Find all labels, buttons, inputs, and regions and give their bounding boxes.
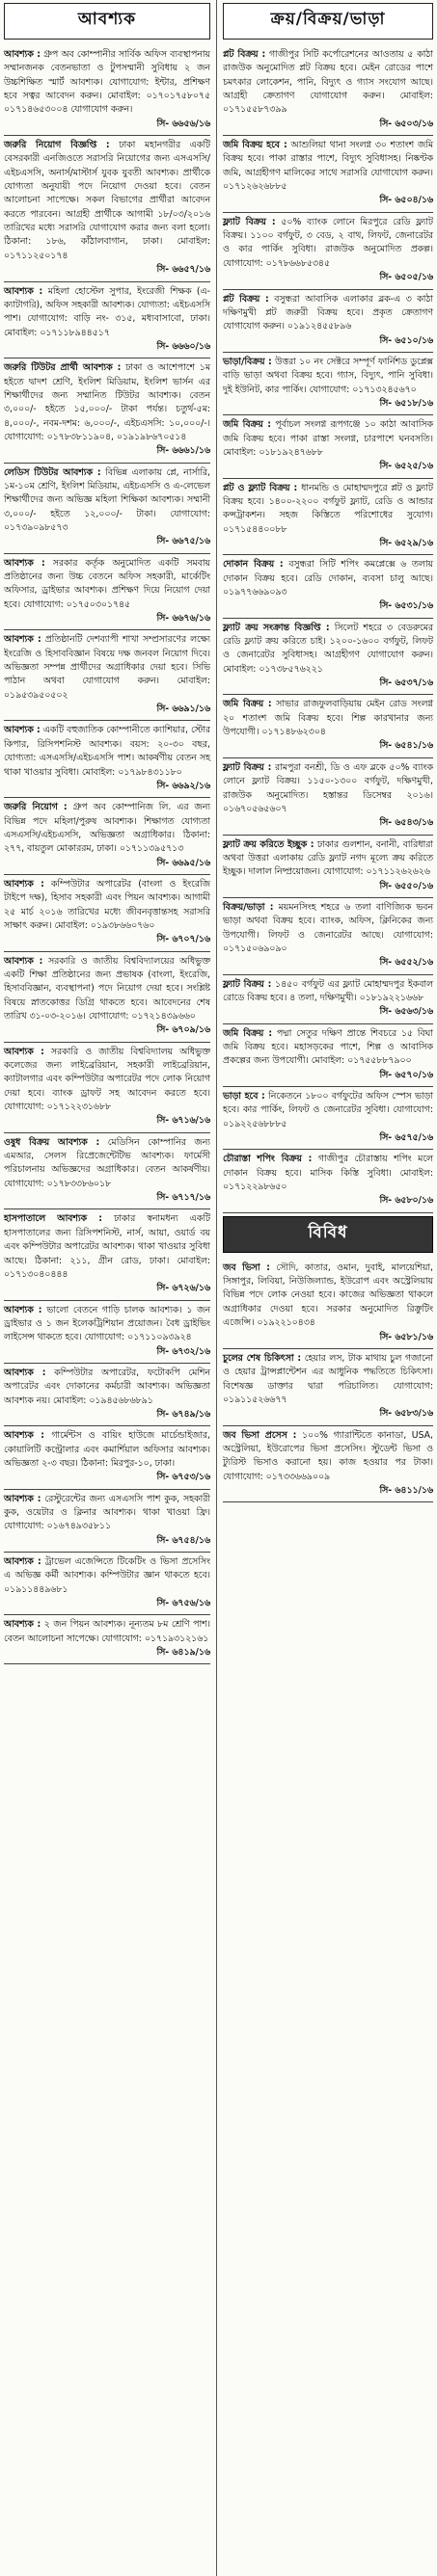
- ad-lead: আবশ্যক :: [4, 955, 43, 967]
- classified-ad: [223, 975, 433, 1024]
- ad-lead: ফ্ল্যাট ক্রয় করিতে ইচ্ছুক :: [223, 838, 314, 850]
- jobs-ad-list: [4, 45, 210, 1664]
- property-ad-list: [223, 45, 433, 1213]
- ad-body: উত্তরা ১০ নং সেক্টরে সম্পূর্ণ ফার্নিশড ডুপ্লেক্স বাড়ি ভাড়া অথবা বিক্রয় হবে। গ্যাস, বিদ্যুৎ, পানি সুবিধা। দুই ইউনিট, কার পার্কিং। যোগাযোগ: ০১৭১৩২৪৫৬৭০: [223, 356, 433, 395]
- ad-body: সাভার রাজফুলবাড়িয়ায় মেইন রোড সংলগ্ন ২০ শতাংশ জমি বিক্রয় হবে। শিল্প কারখানার জন্য উপযোগী। ০১৭১৪৮৬২৩০৪: [223, 699, 433, 738]
- classified-ad: [4, 1490, 210, 1553]
- ad-body: রেস্টুরেন্টের জন্য এসএসসি পাশ কুক, সহকারী কুক, ওয়েটার ও ক্লিনার আবশ্যক। থাকা খাওয়া ফ্রি। যোগাযোগ: ০১৬৭৪৯৩৫৮১১: [4, 1493, 210, 1532]
- ad-lead: জমি বিক্রয় :: [223, 1027, 273, 1039]
- ad-body: বসুন্ধরা সিটি শপিং কমপ্লেক্সে ৬ তলায় দোকান বিক্রয় হবে। রেডি দোকান, ব্যবসা চালু আছে। ০১৯৭৭৬৬৯০৯৩: [223, 559, 433, 598]
- ad-code: সি- ৬৭২৬/১৬: [156, 1283, 210, 1294]
- ad-lead: বিক্রয়/ভাড়া :: [223, 901, 274, 913]
- ad-body: গার্মেন্টস ও বায়িং হাউজে মার্চেন্ডাইজার, কোয়ালিটি কন্ট্রোলার এবং কমার্শিয়াল অফিসার আবশ্যক। অভিজ্ঞতা ২-৩ বছর। ঠিকানা: মিরপুর-১০, ঢাকা।: [4, 1430, 210, 1469]
- classified-ad: [223, 1259, 433, 1349]
- classified-ad: [4, 1301, 210, 1364]
- ad-body: আশুলিয়া থানা সংলগ্ন ৩০ শতাংশ জমি বিক্রয় হবে। পাকা রাস্তার পাশে, বিদ্যুৎ সুবিধাসহ। নিষ্কণ্টক জমি, আগ্রহীগণ মালিকের সাথে সরাসরি যোগাযোগ করুন। ০১৭১২৬২৬৮৮৫: [223, 140, 433, 193]
- ad-lead: জব ভিসা প্রসেস :: [223, 1429, 297, 1441]
- ad-lead: প্লট বিক্রয় :: [223, 293, 269, 305]
- ad-code: সি- ৬৫৭০/১৬: [379, 1069, 433, 1080]
- classified-ad: [4, 798, 210, 875]
- ad-lead: জমি বিক্রয় :: [223, 699, 272, 710]
- ad-body: বিভিন্ন এলাকায় প্লে, নার্সারি, ১ম-১০ম শ্রেণি, ইংলিশ মিডিয়াম, এইচএসসি ও এ-লেভেল শিক্ষার্থীদের জন্য অভিজ্ঞ মহিলা শিক্ষিকা আবশ্যক। সম্মানী ৩,০০০/- হইতে ১২,০০০/- টাকা। যোগাযোগ: ০১৭৩৯০৯৮৫৭৩: [4, 466, 210, 533]
- section-heading-jobs: আবশ্যক: [4, 3, 210, 40]
- ad-body: মহিলা হোস্টেল সুপার, ইংরেজী শিক্ষক (এ-ক্যাটাগরি), অফিস সহকারী আবশ্যক। যোগ্যতা: এইচএসসি পাশ। যোগাযোগ: বাড়ি নং- ৩১৫, মধ্যবাসাবো, ঢাকা। মোবাইল: ০১৭১১৮৯৪৪৫১৭: [4, 285, 210, 338]
- ad-code: সি- ৬৬৬১/১৬: [156, 445, 210, 457]
- ad-body: একটি বহুজাতিক কোম্পানীতে ক্যাশিয়ার, স্টোর কিপার, রিসিপশনিস্ট আবশ্যক। বয়স: ২০-৩০ বছর, যোগ্যতা: এসএসসি/এইচএসসি পাশ। আকর্ষণীয় বেতন সহ থাকা খাওয়ার সুবিধা। মোবাইল: ০১৭৯৮৪৩১১৮০: [4, 725, 210, 778]
- ad-code: সি- ৬৫১০/১৬: [379, 334, 433, 346]
- ad-code: সি- ৬৬৯২/১৬: [156, 780, 210, 791]
- classified-ad: [4, 1043, 210, 1133]
- classified-ad: [4, 952, 210, 1043]
- ad-body: সরকারি ও জাতীয় বিশ্ববিদ্যালয় অধিভুক্ত কলেজের জন্য লাইব্রেরিয়ান, সহকারী লাইব্রেরিয়ান, ক্যাটালগার এবং কম্পিউটার অপারেটর পদে লোক নিয়োগ দেয়া হবে। ব্যাংক ড্রাফট সহ আবেদন করতে হবে। যোগাযোগ: ০১৭১২২৩১৬৮৮: [4, 1046, 210, 1113]
- ad-body: ঢাকার গুলশান, বনানী, বারিধারা অথবা উত্তরা এলাকায় রেডি ফ্ল্যাট নগদ মূল্যে ক্রয় করিতে ইচ্ছুক। দালাল নিষ্প্রয়োজন। যোগাযোগ: ০১৭১১২৬২৬২৬: [223, 838, 433, 878]
- ad-code: সি- ৬৫৩৭/১৬: [379, 677, 433, 689]
- ad-code: সি- ৬৭০৯/১৬: [156, 1024, 210, 1036]
- property-column: [219, 0, 437, 2576]
- classified-ad: [4, 1209, 210, 1300]
- classified-ad: [223, 619, 433, 696]
- ad-code: সি- ৬৫৮১/১৬: [379, 1331, 433, 1342]
- ad-body: ১৪৫০ বর্গফুট এর ফ্ল্যাট মোহাম্মদপুর ইকবাল রোডে বিক্রয় হবে। ৪ তলা, দক্ষিণমুখী। ০১৮১৯২২১৬৬৮: [223, 978, 433, 1003]
- classified-ad: [223, 758, 433, 836]
- ad-body: কম্পিউটার অপারেটর (বাংলা ও ইংরেজি টাইপে দক্ষ), হিসাব সহকারী এবং পিয়ন আবশ্যক। আগামী ২৫ মার্চ ২০১৬ তারিখের মধ্যে জীবনবৃত্তান্তসহ সরাসরি সাক্ষাৎ করুন। মোবাইল: ০১৯৩৮৬৬০৭৬০: [4, 878, 210, 931]
- ad-lead: আবশ্যক :: [4, 1619, 41, 1631]
- classified-ad: [4, 136, 210, 281]
- ad-body: পদ্মা সেতুর দক্ষিণ প্রান্তে শিবচরে ১৫ বিঘা জমি বিক্রয় হবে। মহাসড়কের পাশে, শিল্প ও আবাসিক প্রকল্পের জন্য উপযোগী। মোবাইল: ০১৭৫৫৮৮৭৯০০: [223, 1027, 433, 1067]
- classified-ad: [4, 1426, 210, 1489]
- ad-code: সি- ৬৭৩২/১৬: [156, 1345, 210, 1357]
- column-divider: [216, 0, 217, 2576]
- ad-body: ঢাকা মহানগরীর একটি বেসরকারী এনজিওতে সরাসরি নিয়োগের জন্য এসএসসি/এইচএসসি, অনার্স/মাস্টার্স যুবক যুবতী আবশ্যক। প্রার্থীকে যোগ্যতা অনুযায়ী পদে নিয়োগ দেওয়া হবে। বেতন আলোচনা সাপেক্ষে। সকল বিভাগের প্রার্থীরা আবেদন করতে পারবেন। আগ্রহী প্রার্থীকে আগামী ১৮/০৩/২০১৬ তারিখের মধ্যে সরাসরি যোগাযোগ করার জন্য বলা হলো। ঠিকানা: ১৮৬, কাঁঠালবাগান, ঢাকা। মোবাইল: ০১৭১১২৫০১৭৪: [4, 140, 210, 261]
- ad-body: গ্রুপ অব কোম্পানীর সার্বিক অফিস ব্যবস্থাপনায় সম্মানজনক বেতনভাতা ও টুপসম্মানী সুবিধায় ২ জন উচ্চশিক্ষিত স্মার্ট আবশ্যক। যোগাযোগ: ইন্টার, প্রশিক্ষণ হবে সত্বর আবেদন করুন। মোবাইল: ০১৭০১৭৫৮০৭৫ ০১৭১৪৬৫৩০০৪ যোগাযোগ করুন।: [4, 49, 210, 116]
- section-heading-property: ক্রয়/বিক্রয়/ভাড়া: [223, 3, 433, 40]
- ad-lead: আবশ্যক :: [4, 49, 41, 60]
- classified-ad: [223, 45, 433, 136]
- classified-ad: [223, 1349, 433, 1426]
- ad-code: সি- ৬৫৮৩/১৬: [379, 1408, 433, 1420]
- ad-code: সি- ৬৫৫০/১৬: [379, 880, 433, 891]
- ad-code: সি- ৬৭১৭/১৬: [156, 1192, 210, 1204]
- ad-body: ট্রাভেল এজেন্সিতে টিকেটিং ও ভিসা প্রসেসিং এ অভিজ্ঞ কর্মী আবশ্যক। কম্পিউটার জ্ঞান থাকতে হবে। ০১৯১১৪৪৯৬৮১: [4, 1556, 210, 1595]
- ad-code: সি- ৬৭৪৯/১৬: [156, 1408, 210, 1420]
- ad-code: সি- ৬৫৩১/১৬: [379, 600, 433, 612]
- ad-code: সি- ৬৬৯১/১৬: [156, 704, 210, 715]
- ad-code: সি- ৬৫০৪/১৬: [379, 195, 433, 206]
- ad-body: গাজীপুর চৌরাস্তায় শপিং মলে দোকান বিক্রয় হবে। মাসিক কিস্তি সুবিধা। মোবাইল: ০১৭১২২৯৮৬৫০: [223, 1154, 433, 1193]
- ad-code: সি- ৬৭০৭/১৬: [156, 934, 210, 945]
- classified-ad: [223, 1024, 433, 1087]
- section-heading-misc: বিবিধ: [223, 1216, 433, 1253]
- classified-ad: [4, 359, 210, 463]
- ad-body: নিকেতনে ১৮০০ বর্গফুটের অফিস স্পেস ভাড়া হবে। কার পার্কিং, লিফট ও জেনারেটর সুবিধা। যোগাযোগ: ০১৯২২৫৬৮৮৮৫: [223, 1091, 433, 1129]
- ad-body: ৫০% ব্যাংক লোনে মিরপুরে রেডি ফ্ল্যাট বিক্রয়। ১১০০ বর্গফুট, ৩ বেড, ২ বাথ, লিফট, জেনারেটর ও কার পার্কিং সুবিধা। রাজউক অনুমোদিত প্রকল্প। যোগাযোগ: ০১৭৮৬৬৮৫৩৪৫: [223, 216, 433, 269]
- classified-ad: [4, 1364, 210, 1426]
- ad-code: সি- ৬৫৮০/১৬: [379, 1195, 433, 1207]
- ad-code: সি- ৬৫৫২/১৬: [379, 957, 433, 969]
- ad-body: ১০০% গ্যারান্টিতে কানাডা, USA, অস্ট্রেলিয়া, ইউরোপের ভিসা প্রসেসিং। স্টুডেন্ট ভিসা ও ট্যুরিস্ট ভিসাও করানো হয়। কাজ হওয়ার পর টাকা। যোগাযোগ: ০১৭৩৩৬৬৯০০৯: [223, 1429, 433, 1482]
- ad-code: সি- ৬৫২৯/১৬: [379, 538, 433, 548]
- classified-ad: [4, 721, 210, 798]
- ad-body: গ্রুপ অব কোম্পানিজ লি. এর জন্য বিভিন্ন পদে মহিলা/পুরুষ আবশ্যক। শিক্ষাগত যোগ্যতা এসএসসি/এইচএসসি, অভিজ্ঞতা অগ্রাধিকার। ঠিকানা: ২৭৭, বায়তুল মোকাররম, ঢাকা। ০১৭১১৩৯৫৭১৩: [4, 802, 210, 855]
- ad-lead: ফ্ল্যাট বিক্রয় :: [223, 978, 272, 990]
- ad-code: সি- ৬৬৭৫/১৬: [156, 536, 210, 547]
- ad-code: সি- ৬৭৫৪/১৬: [156, 1534, 210, 1546]
- ad-lead: জমি বিক্রয় :: [223, 419, 271, 431]
- classified-ad: [223, 213, 433, 290]
- ad-code: সি- ৬৬৭৬/১৬: [156, 613, 210, 624]
- ad-body: কম্পিউটার অপারেটর, ফটোকপি মেশিন অপারেটর এবং দোকানের কর্মচারী আবশ্যক। অভিজ্ঞতা আবশ্যক নয়। মোবাইল: ০১৯৪৫৬৮৬৮৯১: [4, 1367, 210, 1406]
- ad-body: সৌদি, কাতার, ওমান, দুবাই, মালয়েশিয়া, সিঙ্গাপুর, লিবিয়া, নিউজিল্যান্ড, ইউরোপ এবং অস্ট্রেলিয়ায় বিভিন্ন পদে লোক নেওয়া হবে। কাজের অভিজ্ঞতা থাকলে অগ্রাধিকার দেওয়া হবে। সরকার অনুমোদিত রিক্রুটিং এজেন্সি। ০১৯২২১০৪৩৪: [223, 1261, 433, 1329]
- classified-ad: [4, 875, 210, 952]
- ad-body: প্রতিষ্ঠানটি দেশব্যাপী শাখা সম্প্রসারণের লক্ষ্যে ইংরেজি ও হিসাববিজ্ঞান বিষয়ে দক্ষ জনবল নিয়োগ দিবে। অভিজ্ঞতা সম্পন্ন প্রার্থীদের অগ্রাধিকার দেয়া হবে। সিভি পাঠান অথবা যোগাযোগ করুন। মোবাইল: ০১৯৫৩৯৫০৫০২: [4, 634, 210, 701]
- ad-body: ২ জন পিয়ন আবশ্যক। নূন্যতম ৮ম শ্রেণি পাশ। বেতন আলোচনা সাপেক্ষে। যোগাযোগ: ০১৭১৯৩১২১৬১: [4, 1619, 210, 1644]
- classified-ad: [223, 1087, 433, 1150]
- ad-code: সি- ৬৬৫৬/১৬: [156, 118, 210, 129]
- ad-body: রামপুরা বনশ্রী, ডি ও এফ ব্লকে ৫০% ব্যাংক লোনে ফ্ল্যাট বিক্রয়। ১১৫০-১৩০০ বর্গফুট, দক্ষিণমুখী, রাজউক অনুমোদিত। হস্তান্তর ডিসেম্বর ২০১৬। ০১৬৭০৫৬৫৬০৭: [223, 761, 433, 814]
- ad-lead: ফ্ল্যাট বিক্রয় :: [223, 761, 272, 773]
- ad-lead: আবশ্যক :: [4, 878, 44, 890]
- classified-ad: [223, 1150, 433, 1212]
- ad-body: পূর্বাচল সংলগ্ন রূপগঞ্জে ১০ কাঠা আবাসিক জমি বিক্রয় হবে। পাকা রাস্তা সংলগ্ন, চারপাশে ঘনবসতি। মোবাইল: ০১৮১৯২৪৭৬৮৮: [223, 419, 434, 458]
- classified-ad: [4, 1133, 210, 1210]
- ad-lead: জরুরি নিয়োগ :: [4, 802, 68, 813]
- classified-ad: [223, 353, 433, 415]
- ad-code: সি- ৬৭৫৬/১৬: [156, 1598, 210, 1609]
- ad-code: সি- ৬৫১৮/১৬: [379, 397, 433, 409]
- classified-ad: [223, 555, 433, 618]
- ad-code: সি- ৬৭১৬/১৬: [156, 1115, 210, 1127]
- ad-lead: আবশ্যক :: [4, 1556, 41, 1568]
- ad-code: সি- ৬৪১১/১৬: [379, 1484, 433, 1496]
- classified-ad: [4, 1553, 210, 1615]
- ad-code: সি- ৬৬৯৫/১৬: [156, 857, 210, 868]
- ad-body: ধানমন্ডি ও মোহাম্মদপুরে প্লট ও ফ্ল্যাট বিক্রয় হবে। ১৪০০-২২০০ বর্গফুট ফ্ল্যাট, রেডি ও আন্ডার কন্সট্রাকশন। সহজ কিস্তিতে পরিশোধের সুযোগ। ০১৭১৫৪৪০০৮৮: [223, 482, 433, 535]
- classified-ad: [4, 630, 210, 721]
- ad-code: সি- ৬৫০৫/১৬: [379, 272, 433, 283]
- classified-ad: [223, 136, 433, 213]
- ad-lead: চুলের শেষ চিকিৎসা :: [223, 1352, 302, 1364]
- ad-lead: ভাড়া/বিক্রয় :: [223, 356, 272, 367]
- ad-lead: প্লট ও ফ্ল্যাট বিক্রয় :: [223, 482, 298, 493]
- ad-lead: আবশ্যক :: [4, 1430, 45, 1442]
- classified-ad: [223, 1426, 433, 1503]
- ad-lead: ওষুধ বিক্রয় আবশ্যক :: [4, 1136, 100, 1148]
- ad-body: সিলেট শহরে ৩ বেডরুমের রেডি ফ্ল্যাট ক্রয় করিতে চাই। ১২০০-১৬০০ বর্গফুট, লিফট ও জেনারেটর সুবিধাসহ। আগ্রহীগণ যোগাযোগ করুন। মোবাইল: ০১৭৩৮৫৭৬২২১: [223, 622, 433, 675]
- ad-lead: আবশ্যক :: [4, 1493, 41, 1504]
- ad-lead: জব ভিসা :: [223, 1261, 270, 1273]
- ad-body: ভালো বেতনে গাড়ি চালক আবশ্যক। ১ জন ড্রাইভার ও ১ জন ইলেকট্রিশিয়ান প্রয়োজন। বৈধ ড্রাইভিং লাইসেন্স থাকতে হবে। যোগাযোগ: ০১৭১১০৯৩৯২৪: [4, 1304, 210, 1343]
- classified-ad: [223, 290, 433, 353]
- classified-ad: [223, 695, 433, 757]
- ad-code: সি- ৬৫৭৫/১৬: [379, 1132, 433, 1144]
- ad-code: সি- ৬৫২৫/১৬: [379, 461, 433, 472]
- ad-lead: আবশ্যক :: [4, 1367, 46, 1378]
- ad-code: সি- ৬৪১৯/১৬: [156, 1647, 210, 1659]
- jobs-column: [0, 0, 214, 2576]
- ad-code: সি- ৬৭৫৩/১৬: [156, 1472, 210, 1483]
- classified-ad: [4, 45, 210, 136]
- ad-lead: চৌরাস্তা শপিং বিক্রয় :: [223, 1154, 313, 1165]
- ad-lead: জমি বিক্রয় হবে :: [223, 140, 287, 151]
- ad-lead: আবশ্যক :: [4, 725, 41, 736]
- ad-lead: দোকান বিক্রয় :: [223, 559, 284, 571]
- classified-ad: [4, 282, 210, 359]
- ad-lead: আবশ্যক :: [4, 557, 45, 569]
- ad-body: গাজীপুর সিটি কর্পোরেশনের আওতায় ৫ কাঠা রাজউক অনুমোদিত প্লট বিক্রয় হবে। মেইন রোডের পাশে চমৎকার লোকেশন, পানি, বিদ্যুৎ ও গ্যাস সংযোগ আছে। আগ্রহী ক্রেতাগণ যোগাযোগ করুন। মোবাইল: ০১৭১৫৫৮৭৩৯৯: [223, 49, 433, 116]
- classified-ad: [4, 464, 210, 554]
- ad-body: মেডিসিন কোম্পানির জন্য এমআর, সেলস রিপ্রেজেন্টেটিভ আবশ্যক। ফার্মেসী পরিচালনায় অভিজ্ঞদের অগ্রাধিকার। বেতন আকর্ষণীয়। যোগাযোগ: ০১৭৮৩৩৮৬০১৮: [4, 1136, 210, 1189]
- ad-body: সরকার কর্তৃক অনুমোদিত একটি সমবায় প্রতিষ্ঠানের জন্য উচ্চ বেতনে অফিস সহকারী, মার্কেটিং অফিসার, ড্রাইভার আবশ্যক। প্রশিক্ষণ দিয়ে নিয়োগ দেয়া হবে। যোগাযোগ: ০১৭৫০৩০১৭৪৫: [4, 557, 210, 610]
- ad-lead: প্লট বিক্রয় :: [223, 49, 266, 60]
- ad-lead: জরুরি নিয়োগ বিজ্ঞপ্তি :: [4, 140, 110, 151]
- ad-lead: আবশ্যক :: [4, 634, 41, 646]
- classified-ad: [223, 415, 433, 478]
- ad-lead: হাসপাতালে আবশ্যক :: [4, 1213, 102, 1225]
- ad-lead: ভাড়া হবে :: [223, 1091, 265, 1102]
- classified-ad: [4, 1615, 210, 1664]
- ad-code: সি- ৬৬৫৭/১৬: [156, 264, 210, 276]
- ad-lead: ফ্ল্যাট ক্রয় সংক্রান্ত বিজ্ঞপ্তি :: [223, 622, 330, 633]
- ad-body: ঢাকা ও আশেপাশে ১ম হইতে দ্বাদশ শ্রেণি, ইংলিশ মিডিয়াম, ইংলিশ ভার্সন এর শিক্ষার্থীদের জন্য সম্মানিত টিউটর আবশ্যক। বেতন ৩,০০০/- হইতে ১৫,০০০/- টাকা পর্যন্ত। চতুর্থ-৫ম: ৪,০০০/-, নবম-দশম: ৬,০০০/-, এইচএসসি: ১০,০০০/-। যোগাযোগ: ০১৭৮৩৮১১৯০৪, ০১৯১৯৮৬৭০৫১৪: [4, 362, 210, 442]
- classified-ad: [223, 479, 433, 556]
- ad-lead: ফ্ল্যাট বিক্রয় :: [223, 216, 276, 227]
- ad-code: সি- ৬৫৬৩/১৬: [379, 1006, 433, 1018]
- ad-body: ঢাকার স্বনামধন্য একটি হাসপাতালের জন্য রিসিপশনিস্ট, নার্স, আয়া, ওয়ার্ড বয় এবং কম্পিউটার অপারেটর আবশ্যক। থাকা খাওয়ার সুবিধা আছে। ঠিকানা: ২১১, গ্রীন রোড, ঢাকা। মোবাইল: ০১৭১৩০৪০৪৪৪: [4, 1213, 210, 1280]
- ad-lead: লেডিস টিউটর আবশ্যক :: [4, 466, 101, 478]
- ad-code: সি- ৬৫৪১/১৬: [379, 740, 433, 752]
- classified-ad: [223, 836, 433, 898]
- ad-code: সি- ৬৫০৩/১৬: [379, 118, 433, 129]
- ad-body: হেয়ার লস, টাক মাথায় চুল গজানো ও হেয়ার ট্রান্সপ্লান্টেশন এর আধুনিক পদ্ধতিতে চিকিৎসা। বিশেষজ্ঞ ডাক্তার দ্বারা পরিচালিত। যোগাযোগ: ০১৯১১৫২৬৬৭৭: [223, 1352, 433, 1405]
- ad-code: সি- ৬৫৪৩/১৬: [379, 817, 433, 829]
- misc-ad-list: [223, 1259, 433, 1503]
- ad-lead: আবশ্যক :: [4, 1304, 42, 1315]
- ad-lead: আবশ্যক :: [4, 1046, 44, 1057]
- ad-lead: আবশ্যক :: [4, 285, 43, 297]
- ad-body: বসুন্ধরা আবাসিক এলাকার ব্লক-এ ৩ কাঠা দক্ষিণমুখী প্লট জরুরী বিক্রয় হবে। প্রকৃত ক্রেতাগণ যোগাযোগ করুন। ০১৯১২৪৫৫৮৯৬: [223, 293, 433, 332]
- ad-body: ময়মনসিংহ শহরে ৬ তলা বাণিজ্যিক ভবন ভাড়া অথবা বিক্রয় হবে। ব্যাংক, অফিস, ক্লিনিকের জন্য উপযোগী। লিফট ও জেনারেটর আছে। যোগাযোগ: ০১৭১৫০৬৯০৯০: [223, 901, 433, 954]
- classified-ad: [4, 554, 210, 631]
- ad-lead: জরুরি টিউটর প্রার্থী আবশ্যক :: [4, 362, 122, 374]
- ad-body: সরকারি ও জাতীয় বিশ্ববিদ্যালয়ের অধিভুক্ত একটি শিক্ষা প্রতিষ্ঠানের জন্য প্রভাষক (বাংলা, ইংরেজি, হিসাববিজ্ঞান, ব্যবস্থাপনা) পদে নিয়োগ দেয়া হবে। সংশ্লিষ্ট বিষয়ে স্নাতকোত্তর ডিগ্রি থাকতে হবে। আবেদনের শেষ তারিখ ৩১-০৩-২০১৬। যোগাযোগ: ০১৭২১৪৩৯৬৬০: [4, 955, 210, 1022]
- classified-ad: [223, 898, 433, 975]
- ad-code: সি- ৬৬৬০/১৬: [156, 340, 210, 352]
